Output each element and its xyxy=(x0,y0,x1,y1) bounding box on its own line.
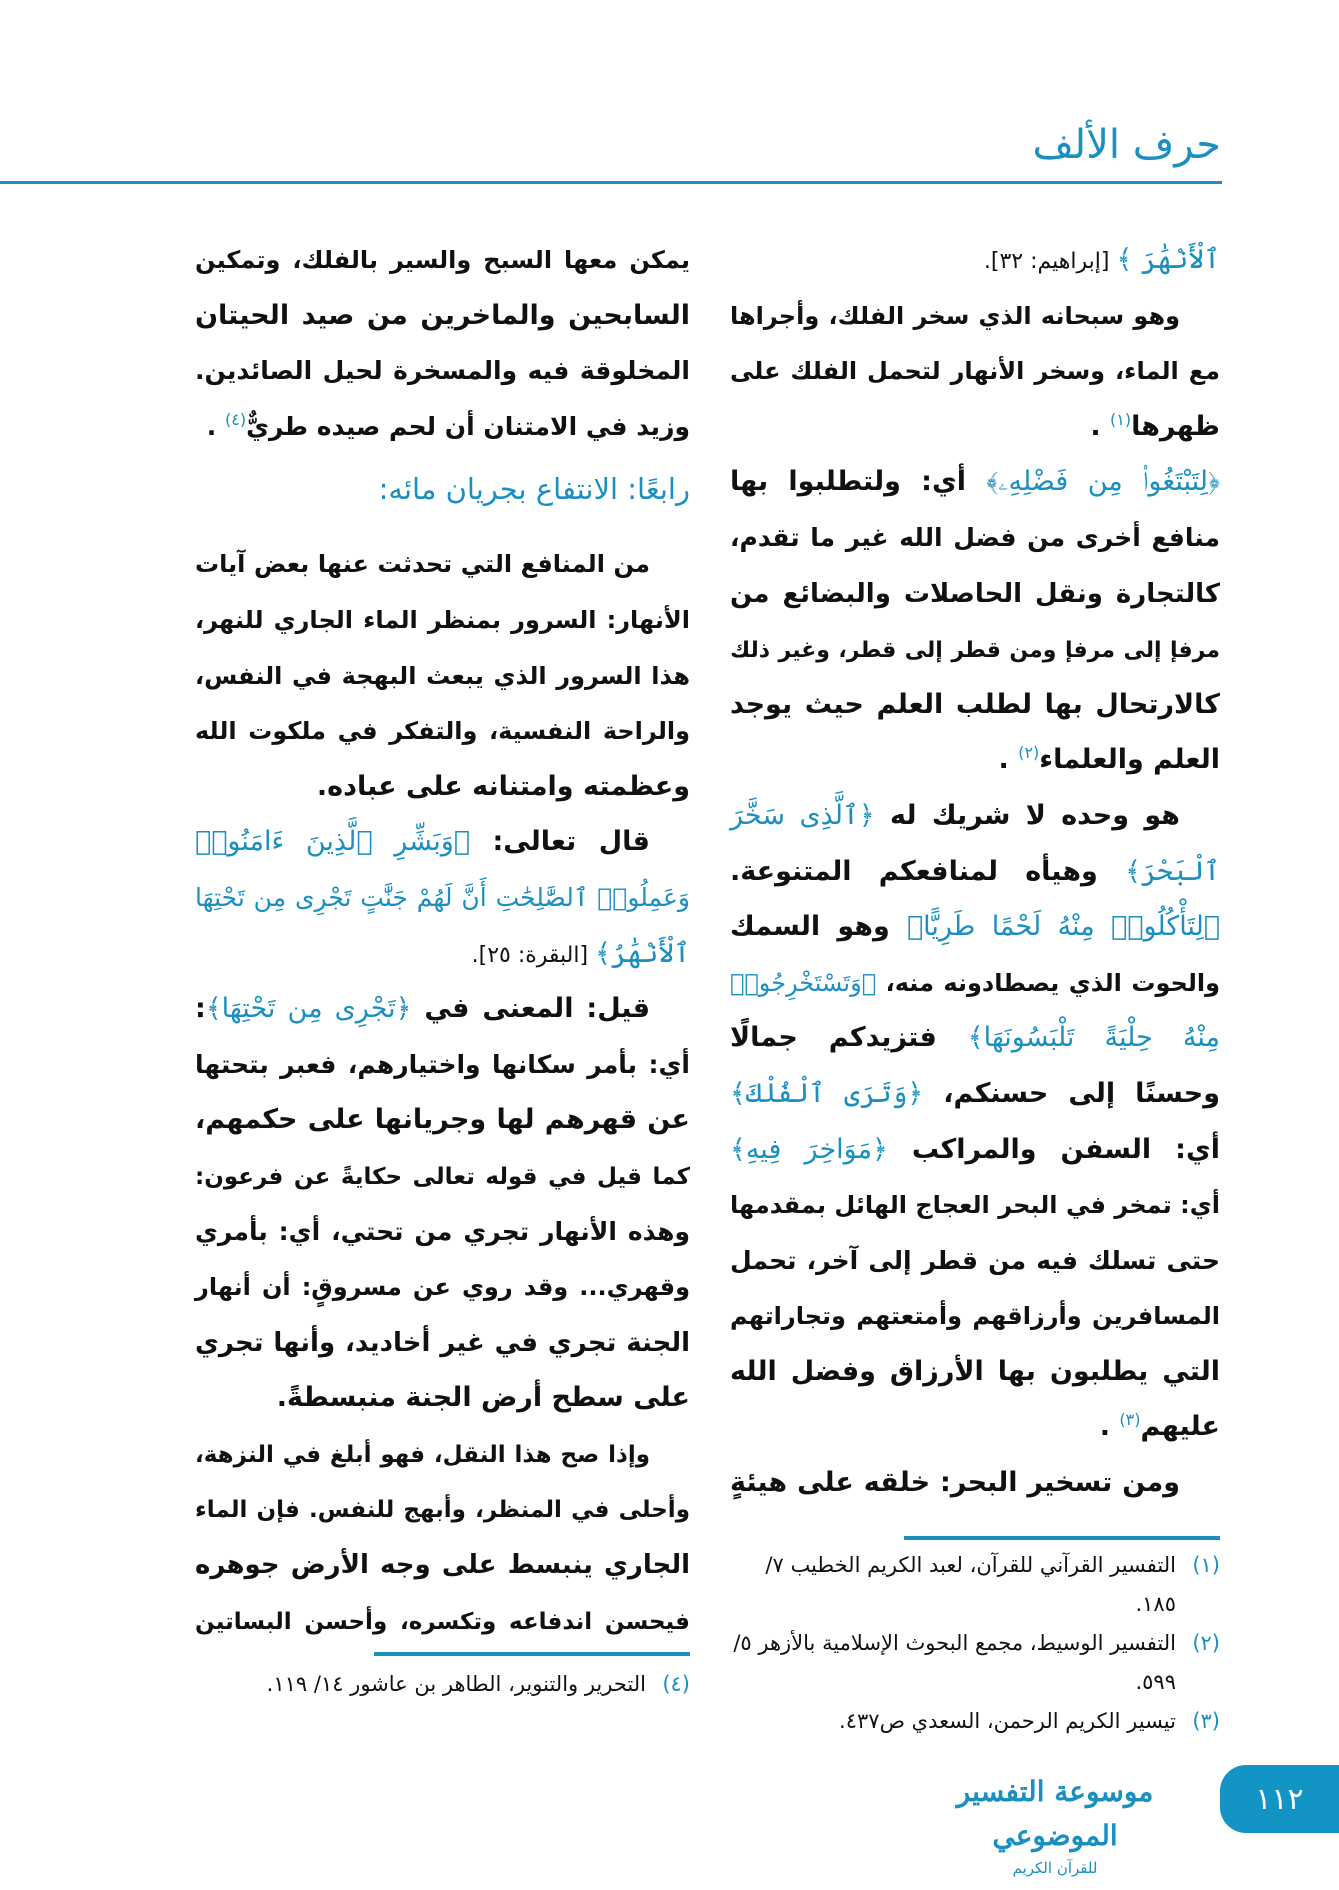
text-run: السابحين والماخرين من صيد الحيتان xyxy=(195,299,690,331)
text-run: وهذه الأنهار تجري من تحتي، أي: بأمري xyxy=(195,1216,690,1246)
text-run: وهو السمك xyxy=(730,911,907,943)
text-run: وعظمته وامتنانه على عباده. xyxy=(316,770,690,802)
logo-title: موسوعة التفسير الموضوعي xyxy=(956,1775,1154,1852)
text-column-left xyxy=(195,232,690,1648)
text-line xyxy=(195,592,690,648)
text-line xyxy=(730,1455,1220,1511)
text-line xyxy=(730,232,1220,288)
text-line xyxy=(195,648,690,704)
text-line xyxy=(730,1233,1220,1289)
text-run: الجنة تجري في غير أخاديد، وأنها تجري xyxy=(195,1327,690,1358)
text-run: فتزيدكم جمالًا xyxy=(730,1022,968,1054)
text-run: ظهرها xyxy=(1131,410,1220,442)
text-column-right xyxy=(730,232,1220,1511)
text-line xyxy=(195,814,690,870)
text-run: عن قهرهم لها وجريانها على حكمهم، xyxy=(195,1104,690,1136)
text-line xyxy=(730,1010,1220,1066)
text-line xyxy=(195,703,690,759)
text-line xyxy=(730,1399,1220,1455)
text-run: . xyxy=(1090,410,1110,442)
quran-verse: ﴿وَتَرَى ٱلْفُلْكَ﴾ xyxy=(730,1077,924,1109)
text-line xyxy=(195,1315,690,1371)
text-run: مع الماء، وسخر الأنهار لتحمل الفلك على xyxy=(730,357,1220,386)
text-run: ومن تسخير البحر: خلقه على هيئةٍ xyxy=(730,1467,1180,1499)
quran-verse: ﴿وَتَسْتَخْرِجُوا۟ xyxy=(730,968,877,997)
quran-verse: ﴿لِتَبْتَغُوا۟ مِن فَضْلِهِۦ﴾ xyxy=(986,466,1220,498)
quran-verse: ﴿وَبَشِّرِ ٱلَّذِينَ ءَامَنُوا۟ xyxy=(195,826,470,858)
text-run: كالارتحال بها لطلب العلم حيث يوجد xyxy=(730,688,1220,720)
text-run: وهيأه لمنافعكم المتنوعة. xyxy=(730,855,1126,887)
text-run: قيل: المعنى في xyxy=(411,993,650,1025)
text-run: كالتجارة ونقل الحاصلات والبضائع من xyxy=(730,578,1220,609)
text-run: . xyxy=(998,744,1019,776)
text-run: أي: بأمر سكانها واختيارهم، فعبر بتحتها xyxy=(195,1049,690,1079)
text-run: الجاري ينبسط على وجه الأرض جوهره xyxy=(195,1550,690,1581)
text-line xyxy=(195,1370,690,1426)
text-run: وإذا صح هذا النقل، فهو أبلغ في النزهة، xyxy=(195,1441,650,1468)
footnote xyxy=(195,1665,690,1704)
text-line xyxy=(195,536,690,592)
text-line xyxy=(195,232,690,288)
text-run: مرفإ إلى مرفإ ومن قطر إلى قطر، وغير ذلك xyxy=(730,638,1220,664)
text-line xyxy=(195,1148,690,1204)
text-line xyxy=(730,955,1220,1011)
logo-subtitle: للقرآن الكريم xyxy=(1012,1859,1098,1877)
text-line xyxy=(195,399,690,455)
text-run: . xyxy=(206,411,225,441)
text-line xyxy=(195,288,690,344)
text-line xyxy=(195,926,690,982)
text-line xyxy=(195,1259,690,1315)
text-run: كما قيل في قوله تعالى حكايةً عن فرعون: xyxy=(195,1163,690,1190)
text-line xyxy=(730,621,1220,677)
text-line xyxy=(730,454,1220,510)
text-run: وقهري... وقد روي عن مسروقٍ: أن أنهار xyxy=(195,1273,690,1302)
quran-verse: ﴿ٱلَّذِى سَخَّرَ xyxy=(730,799,875,831)
text-run: حتى تسلك فيه من قطر إلى آخر، تحمل xyxy=(730,1245,1220,1275)
footnote-marker: (١) xyxy=(1109,409,1132,429)
footnote-number: (٢) xyxy=(1192,1631,1220,1655)
footnote-divider-right xyxy=(904,1536,1220,1540)
text-line xyxy=(195,1537,690,1593)
text-run: فيحسن اندفاعه وتكسره، وأحسن البساتين xyxy=(195,1608,690,1635)
footnote xyxy=(728,1702,1220,1741)
text-run: وزيد في الامتنان أن لحم صيده طريٌّ xyxy=(246,411,690,441)
text-line xyxy=(730,399,1220,455)
text-run: وأحلى في المنظر، وأبهج للنفس. فإن الماء xyxy=(195,1497,690,1524)
footnote-marker: (٣) xyxy=(1119,1410,1141,1430)
text-run: منافع أخرى من فضل الله غير ما تقدم، xyxy=(730,522,1220,552)
text-line xyxy=(195,1037,690,1093)
text-line xyxy=(730,788,1220,844)
text-line xyxy=(195,981,690,1037)
text-run: على سطح أرض الجنة منبسطةً. xyxy=(276,1382,690,1414)
text-run: يمكن معها السبح والسير بالفلك، وتمكين xyxy=(195,246,690,274)
verse-reference: [البقرة: ٢٥]. xyxy=(471,942,596,968)
footnote xyxy=(728,1546,1220,1624)
text-run: والحوت الذي يصطادونه منه، xyxy=(876,968,1220,997)
text-run: أي: تمخر في البحر العجاج الهائل بمقدمها xyxy=(730,1191,1220,1220)
footnote-marker: (٤) xyxy=(224,409,247,429)
text-line xyxy=(730,732,1220,788)
chapter-title: حرف الألف xyxy=(1032,122,1221,168)
text-line xyxy=(730,899,1220,955)
footnote-text: التفسير الوسيط، مجمع البحوث الإسلامية بالأزهر ٥/ ٥٩٩. xyxy=(733,1631,1176,1694)
text-run: والراحة النفسية، والتفكر في ملكوت الله xyxy=(195,717,690,746)
text-line xyxy=(195,759,690,815)
encyclopedia-logo xyxy=(930,1770,1180,1877)
page-number-badge: ١١٢ xyxy=(1220,1765,1339,1833)
text-line xyxy=(730,1344,1220,1400)
text-line xyxy=(730,1288,1220,1344)
verse-reference: [إبراهيم: ٣٢]. xyxy=(983,249,1117,274)
text-run: أي: السفن والمراكب xyxy=(887,1133,1220,1165)
text-line xyxy=(730,510,1220,566)
text-line xyxy=(730,566,1220,622)
text-line xyxy=(730,1122,1220,1178)
text-line xyxy=(730,1177,1220,1233)
footnote-text: التفسير القرآني للقرآن، لعبد الكريم الخطيب ٧/ ١٨٥. xyxy=(765,1553,1176,1616)
quran-verse: وَعَمِلُوا۟ ٱلصَّٰلِحَٰتِ أَنَّ لَهُمْ جَنَّٰتٍ تَجْرِى مِن تَحْتِهَا xyxy=(195,882,690,912)
text-run: رابعًا: الانتفاع بجريان مائه: xyxy=(378,472,690,507)
text-line xyxy=(195,1481,690,1537)
text-run: أي: ولتطلبوا بها xyxy=(730,466,987,498)
text-run: هذا السرور الذي يبعث البهجة في النفس، xyxy=(195,661,690,690)
text-line xyxy=(195,1204,690,1260)
footnotes-right xyxy=(728,1546,1220,1741)
text-run: الأنهار: السرور بمنظر الماء الجاري للنهر، xyxy=(195,605,690,634)
footnotes-left xyxy=(195,1665,690,1704)
quran-verse: ٱلْأَنْهَٰرُ﴾ xyxy=(595,937,690,969)
text-run: عليهم xyxy=(1140,1411,1220,1443)
text-run: التي يطلبون بها الأرزاق وفضل الله xyxy=(730,1355,1220,1387)
text-run: المخلوقة فيه والمسخرة لحيل الصائدين. xyxy=(195,356,690,386)
text-line xyxy=(730,343,1220,399)
quran-verse: ٱلْبَحْرَ﴾ xyxy=(1125,855,1220,887)
text-line xyxy=(195,1593,690,1649)
footnote-number: (٣) xyxy=(1192,1709,1220,1733)
text-line xyxy=(195,1426,690,1482)
text-line xyxy=(195,870,690,926)
text-line xyxy=(730,1066,1220,1122)
footnote-text: تيسير الكريم الرحمن، السعدي ص٤٣٧. xyxy=(839,1709,1176,1733)
text-run: وهو سبحانه الذي سخر الفلك، وأجراها xyxy=(730,301,1180,330)
text-line xyxy=(730,844,1220,900)
footnote-number: (١) xyxy=(1192,1553,1220,1577)
footnote xyxy=(728,1624,1220,1702)
text-run: . xyxy=(1099,1411,1120,1443)
text-run: وحسنًا إلى حسنكم، xyxy=(923,1077,1221,1109)
footnote-marker: (٢) xyxy=(1018,743,1040,763)
text-line xyxy=(730,677,1220,733)
text-run: المسافرين وأرزاقهم وأمتعتهم وتجاراتهم xyxy=(730,1302,1220,1331)
text-line xyxy=(195,1092,690,1148)
footnote-divider-left xyxy=(374,1652,690,1656)
section-heading xyxy=(195,454,690,536)
quran-verse: ﴿مَوَاخِرَ فِيهِ﴾ xyxy=(730,1133,888,1165)
text-line xyxy=(730,288,1220,344)
text-line xyxy=(195,343,690,399)
text-run: العلم والعلماء xyxy=(1039,744,1220,776)
footnote-number: (٤) xyxy=(662,1672,690,1696)
text-run: هو وحده لا شريك له xyxy=(874,799,1180,831)
footnote-text: التحرير والتنوير، الطاهر بن عاشور ١٤/ ١١٩. xyxy=(266,1672,646,1696)
text-run: : xyxy=(195,993,206,1025)
header-divider xyxy=(0,181,1222,184)
quran-verse: مِنْهُ حِلْيَةً تَلْبَسُونَهَا﴾ xyxy=(967,1022,1220,1054)
quran-verse: ٱلْأَنْهَٰرَ ﴾ xyxy=(1116,244,1220,275)
text-run: من المنافع التي تحدثت عنها بعض آيات xyxy=(195,550,650,579)
text-run: قال تعالى: xyxy=(469,826,650,858)
quran-verse: ﴿تَجْرِى مِن تَحْتِهَا﴾ xyxy=(205,993,412,1025)
quran-verse: ﴿لِتَأْكُلُوا۟ مِنْهُ لَحْمًا طَرِيًّا﴾ xyxy=(906,911,1221,943)
